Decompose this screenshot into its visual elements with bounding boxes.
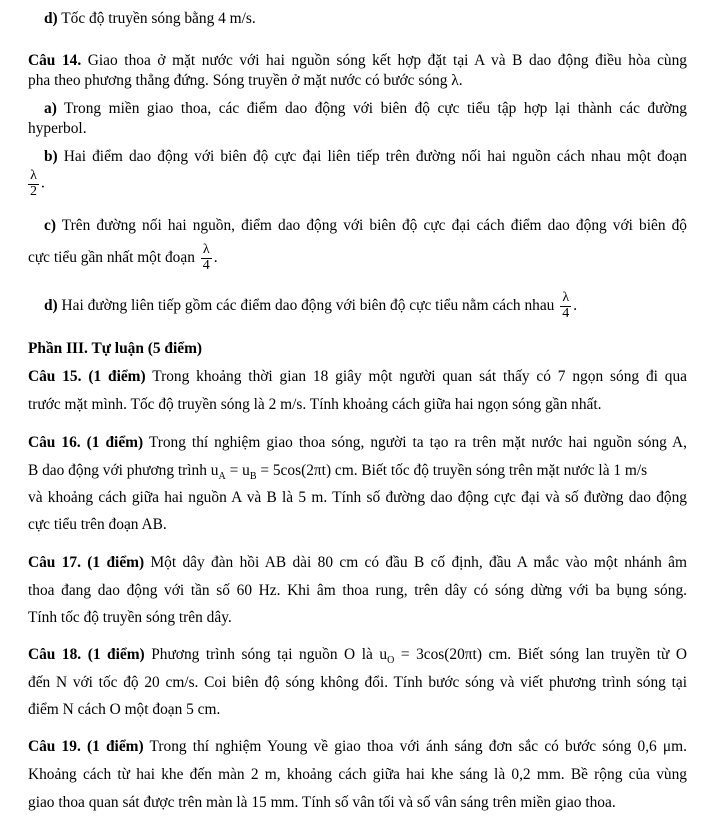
q19-label: Câu 19. (1 điểm)	[28, 738, 144, 755]
q16-line1: Câu 16. (1 điểm) Trong thí nghiệm giao thoa sóng, người ta tạo ra trên mặt nước hai nguồn sóng A,	[28, 434, 687, 451]
fraction-lambda-over-4: $\frac{\lambda}{4}$	[562, 290, 570, 321]
q14-label: Câu 14.	[28, 52, 82, 69]
q16-label: Câu 16. (1 điểm)	[28, 434, 144, 451]
q19-line1: Câu 19. (1 điểm) Trong thí nghiệm Young về giao thoa với ánh sáng đơn sắc có bước sóng 0,6 μm.	[28, 738, 688, 755]
q14-option-b: b) Hai điểm dao động với biên độ cực đại liên tiếp trên đường nối hai nguồn cách nhau một đoạn	[44, 148, 687, 165]
q14-option-b-fraction: $\frac{\lambda}{2}$ .	[30, 168, 45, 199]
q17-line2: thoa đang dao động với tần số 60 Hz. Khi âm thoa rung, trên dây có sóng dừng với ba bụng sóng.	[28, 582, 687, 599]
q17-line1: Câu 17. (1 điểm) Một dây đàn hồi AB dài 80 cm có đầu B cố định, đầu A mắc vào một nhánh âm	[28, 554, 687, 571]
q14-option-d: d) Hai đường liên tiếp gồm các điểm dao động với biên độ cực tiểu nằm cách nhau $\frac{\lambda}{4}$ .	[44, 290, 578, 321]
q16-line3: và khoảng cách giữa hai nguồn A và B là 5 m. Tính số đường dao động cực đại và số đường dao động	[28, 489, 687, 506]
q15-line1: Câu 15. (1 điểm) Trong khoảng thời gian 18 giây một người quan sát thấy có 7 ngọn sóng đi qua	[28, 368, 687, 385]
q15-label: Câu 15. (1 điểm)	[28, 368, 146, 385]
q16-line4: cực tiểu trên đoạn AB.	[28, 516, 167, 533]
q14-line1: Câu 14. Giao thoa ở mặt nước với hai nguồn sóng kết hợp đặt tại A và B dao động điều hòa cùng	[28, 52, 687, 69]
fraction-lambda-over-4: $\frac{\lambda}{4}$	[202, 242, 210, 273]
q14-line2: pha theo phương thẳng đứng. Sóng truyền ở mặt nước có bước sóng λ.	[28, 72, 463, 89]
q14-option-a: a) Trong miền giao thoa, các điểm dao động với biên độ cực tiểu tập hợp lại thành các đường	[44, 100, 687, 117]
q14-option-c: c) Trên đường nối hai nguồn, điểm dao động với biên độ cực đại cách điểm dao động với biên độ	[44, 217, 687, 234]
q19-line2: Khoảng cách từ hai khe đến màn 2 m, khoảng cách giữa hai khe sáng là 0,2 mm. Bề rộng của vùng	[28, 766, 687, 783]
q18-line2: đến N với tốc độ 20 cm/s. Coi biên độ sóng không đổi. Tính bước sóng và viết phương trình sóng tại	[28, 674, 687, 691]
q18-line3: điểm N cách O một đoạn 5 cm.	[28, 701, 221, 718]
q14-option-a-cont: hyperbol.	[28, 120, 87, 137]
q16-line2: B dao động với phương trình $u_A = u_B = 5\cos(2\pi t)$ cm. Biết tốc độ truyền sóng trên mặt nước là 1 m/s	[28, 462, 648, 483]
q14-option-c-cont: cực tiểu gần nhất một đoạn $\frac{\lambda}{4}$ .	[28, 242, 218, 273]
part3-heading: Phần III. Tự luận (5 điểm)	[28, 340, 203, 357]
q17-line3: Tính tốc độ truyền sóng trên dây.	[28, 609, 232, 626]
q19-line3: giao thoa quan sát được trên màn là 15 mm. Tính số vân tối và số vân sáng trên miền giao thoa.	[28, 794, 616, 811]
q13-option-d: d) Tốc độ truyền sóng bằng 4 m/s.	[44, 10, 256, 27]
q15-line2: trước mặt mình. Tốc độ truyền sóng là 2 m/s. Tính khoảng cách giữa hai ngọn sóng gần nhất.	[28, 396, 602, 413]
q18-label: Câu 18. (1 điểm)	[28, 646, 145, 663]
q18-line1: Câu 18. (1 điểm) Phương trình sóng tại nguồn O là $u_O = 3\cos(20\pi t)$ cm. Biết sóng lan truyền từ O	[28, 646, 687, 667]
fraction-lambda-over-2: $\frac{\lambda}{2}$	[30, 168, 37, 199]
q17-label: Câu 17. (1 điểm)	[28, 554, 145, 571]
